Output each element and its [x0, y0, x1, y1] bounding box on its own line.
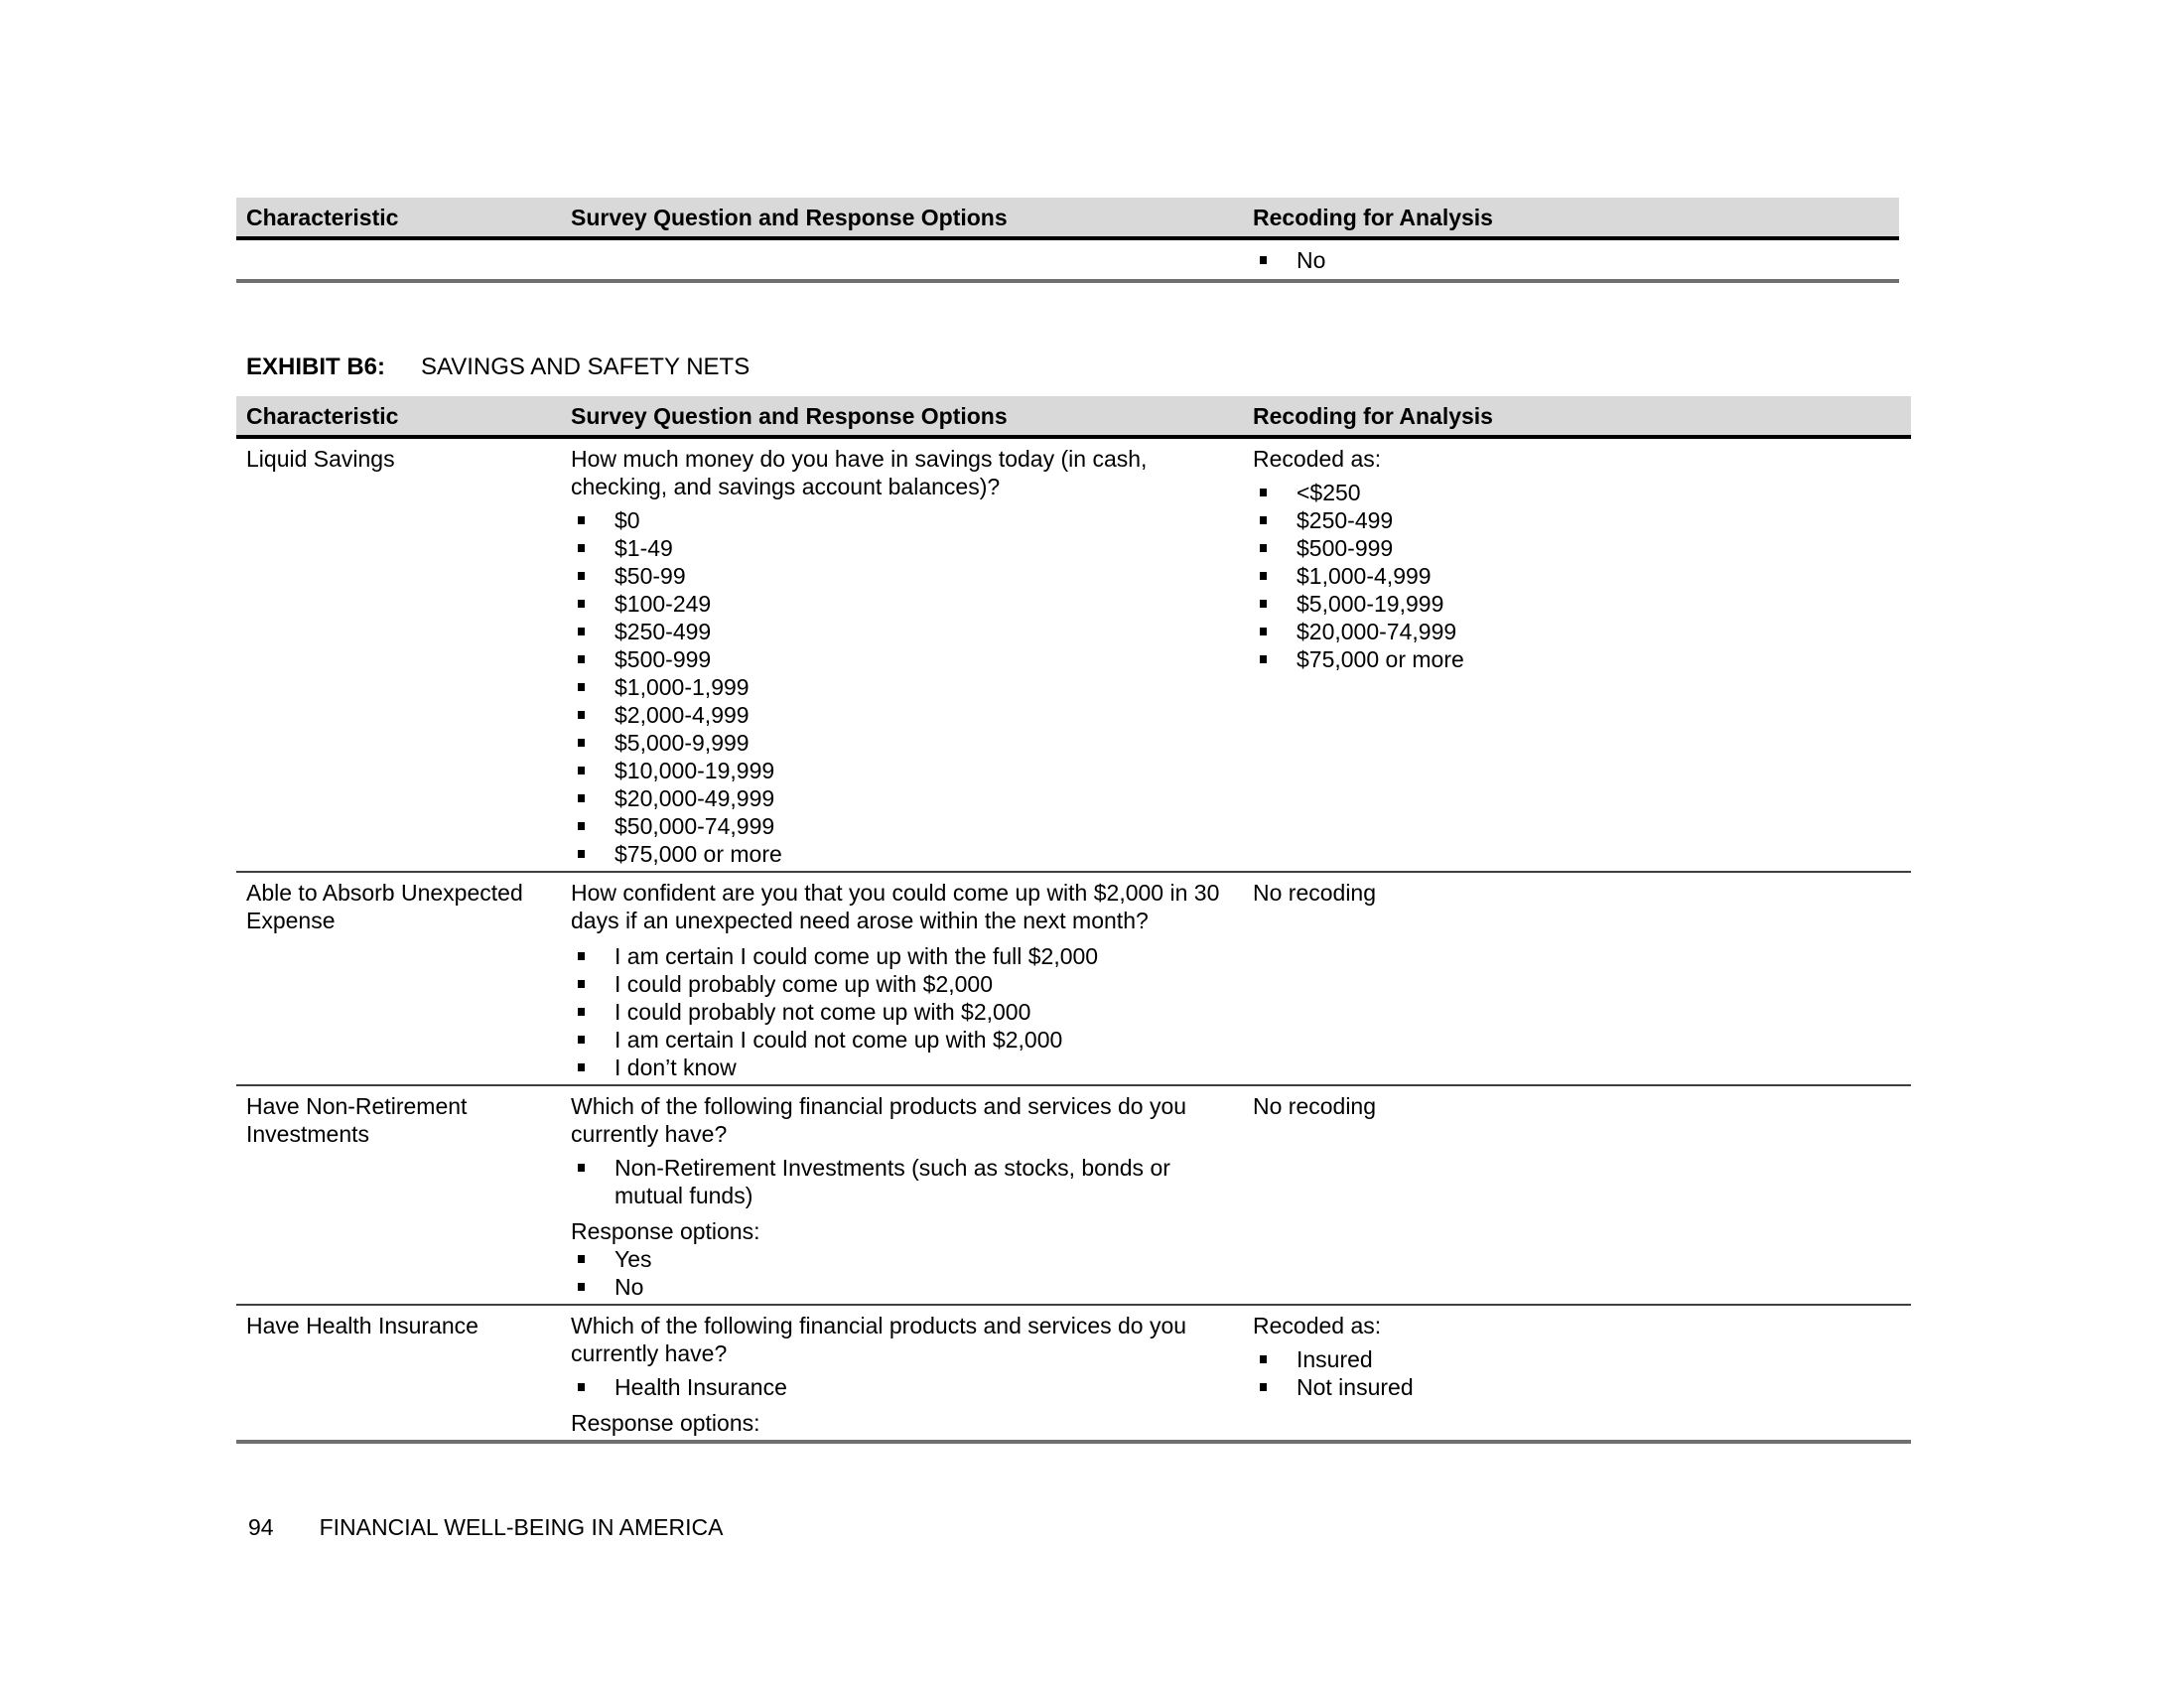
recoding-cell — [1243, 1085, 1911, 1305]
option-item — [571, 701, 1233, 729]
page-number: 94 — [248, 1514, 274, 1540]
option-item — [571, 998, 1233, 1026]
bullet-icon — [578, 1164, 585, 1172]
table-row-absorb-expense — [236, 872, 1911, 1085]
option-label: $100-249 — [614, 591, 712, 617]
characteristic-cell: Have Non-Retirement Investments — [236, 1085, 561, 1305]
table-header-row — [236, 396, 1911, 437]
question-cell — [561, 238, 1243, 281]
option-label: Non-Retirement Investments (such as stocks, bonds or mutual funds) — [614, 1155, 1170, 1208]
option-label: No — [1297, 247, 1326, 273]
bullet-icon — [578, 1255, 585, 1263]
bullet-icon — [1260, 256, 1267, 264]
option-list — [571, 942, 1233, 1081]
option-item — [571, 534, 1233, 562]
option-label: I don’t know — [614, 1055, 737, 1080]
option-label: I am certain I could not come up with $2,000 — [614, 1027, 1063, 1053]
option-list — [571, 1373, 1233, 1401]
option-item — [1253, 618, 1901, 645]
question-cell — [561, 1305, 1243, 1442]
option-item — [571, 812, 1233, 840]
option-label: $1-49 — [614, 535, 673, 561]
bullet-icon — [578, 628, 585, 635]
recoding-list — [1253, 479, 1901, 673]
option-item — [571, 1245, 1233, 1273]
bullet-icon — [578, 1283, 585, 1291]
response-option-list — [571, 1245, 1233, 1301]
bullet-icon — [578, 1008, 585, 1016]
bullet-icon — [578, 572, 585, 580]
option-label: Not insured — [1297, 1374, 1414, 1400]
bullet-icon — [578, 683, 585, 691]
recoding-list — [1253, 1345, 1901, 1401]
option-item — [571, 618, 1233, 645]
option-item — [1253, 590, 1901, 618]
option-label: $500-999 — [614, 646, 712, 672]
option-label: $0 — [614, 507, 640, 533]
column-header-survey-question: Survey Question and Response Options — [561, 396, 1243, 437]
column-header-survey-question: Survey Question and Response Options — [561, 198, 1243, 238]
option-item — [571, 970, 1233, 998]
response-options-label: Response options: — [571, 1410, 760, 1436]
survey-question: Which of the following financial products and services do you currently have? — [571, 1093, 1187, 1147]
option-item — [1253, 534, 1901, 562]
question-cell — [561, 1085, 1243, 1305]
option-label: $2,000-4,999 — [614, 702, 750, 728]
option-item — [571, 1054, 1233, 1081]
option-label: $5,000-19,999 — [1297, 591, 1444, 617]
option-item — [1253, 506, 1901, 534]
option-item — [571, 942, 1233, 970]
option-item — [1253, 1373, 1901, 1401]
bullet-icon — [578, 1383, 585, 1391]
option-list — [571, 506, 1233, 868]
column-header-recoding: Recoding for Analysis — [1243, 396, 1911, 437]
bullet-icon — [578, 794, 585, 802]
bullet-icon — [578, 655, 585, 663]
exhibit-b6-table — [236, 396, 1911, 1444]
bullet-icon — [1260, 544, 1267, 552]
bullet-icon — [578, 1036, 585, 1044]
table-row-health-insurance — [236, 1305, 1911, 1442]
option-item — [571, 562, 1233, 590]
option-label: Yes — [614, 1246, 652, 1272]
option-item — [571, 1373, 1233, 1401]
option-list — [571, 1154, 1233, 1209]
option-item — [571, 729, 1233, 757]
bullet-icon — [578, 544, 585, 552]
survey-question: Which of the following financial products and services do you currently have? — [571, 1313, 1187, 1366]
option-item — [571, 840, 1233, 868]
bullet-icon — [578, 822, 585, 830]
top-table-header-row — [236, 198, 1899, 238]
option-item — [1253, 1345, 1901, 1373]
bullet-icon — [1260, 1383, 1267, 1391]
option-label: No — [614, 1274, 644, 1300]
table-row — [236, 238, 1899, 281]
option-label: Insured — [1297, 1346, 1373, 1372]
column-header-characteristic: Characteristic — [236, 198, 561, 238]
bullet-icon — [1260, 600, 1267, 608]
option-label: $250-499 — [1297, 507, 1394, 533]
question-cell — [561, 437, 1243, 872]
option-label: $50,000-74,999 — [614, 813, 775, 839]
option-label: I am certain I could come up with the full $2,000 — [614, 943, 1099, 969]
option-label: I could probably come up with $2,000 — [614, 971, 994, 997]
table-row-nonretirement-investments — [236, 1085, 1911, 1305]
survey-question: How much money do you have in savings today (in cash, checking, and savings account balances)? — [571, 446, 1148, 499]
option-item — [571, 590, 1233, 618]
option-label: Health Insurance — [614, 1374, 787, 1400]
option-label: $5,000-9,999 — [614, 730, 750, 756]
response-options-label: Response options: — [571, 1218, 760, 1244]
recoding-cell — [1243, 437, 1911, 872]
recoding-note: No recoding — [1253, 1093, 1377, 1119]
option-item — [1253, 562, 1901, 590]
option-label: $75,000 or more — [1297, 646, 1464, 672]
bullet-icon — [1260, 1355, 1267, 1363]
page-footer — [248, 1513, 723, 1541]
option-item — [571, 506, 1233, 534]
column-header-recoding: Recoding for Analysis — [1243, 198, 1899, 238]
bullet-icon — [1260, 628, 1267, 635]
bullet-icon — [578, 1063, 585, 1071]
recoding-cell — [1243, 1305, 1911, 1442]
top-table-fragment — [236, 198, 1899, 283]
option-item — [571, 757, 1233, 784]
bullet-icon — [1260, 655, 1267, 663]
bullet-icon — [578, 952, 585, 960]
option-label: $1,000-1,999 — [614, 674, 750, 700]
bullet-icon — [578, 600, 585, 608]
recoding-cell — [1243, 238, 1899, 281]
bullet-icon — [578, 850, 585, 858]
characteristic-cell — [236, 238, 561, 281]
option-item — [571, 1273, 1233, 1301]
option-label: $1,000-4,999 — [1297, 563, 1432, 589]
option-item — [571, 645, 1233, 673]
recoding-label: Recoded as: — [1253, 446, 1382, 472]
option-item — [571, 784, 1233, 812]
option-label: <$250 — [1297, 480, 1361, 505]
bullet-icon — [578, 711, 585, 719]
option-item — [1253, 246, 1889, 274]
option-label: $75,000 or more — [614, 841, 782, 867]
option-item — [1253, 645, 1901, 673]
characteristic-cell: Liquid Savings — [246, 446, 395, 472]
characteristic-cell: Have Health Insurance — [236, 1305, 561, 1442]
column-header-characteristic: Characteristic — [236, 396, 561, 437]
bullet-icon — [578, 767, 585, 774]
bullet-icon — [1260, 572, 1267, 580]
exhibit-label: EXHIBIT B6: — [246, 353, 386, 380]
bullet-icon — [578, 516, 585, 524]
exhibit-heading — [246, 352, 750, 382]
option-label: $250-499 — [614, 619, 712, 644]
recoding-note: No recoding — [1253, 880, 1377, 906]
option-label: I could probably not come up with $2,000 — [614, 999, 1031, 1025]
option-item — [1253, 479, 1901, 506]
bullet-icon — [1260, 489, 1267, 496]
recoding-cell — [1243, 872, 1911, 1085]
question-cell — [561, 872, 1243, 1085]
bullet-icon — [578, 980, 585, 988]
option-item — [571, 1154, 1233, 1209]
footer-title: FINANCIAL WELL-BEING IN AMERICA — [319, 1514, 724, 1540]
characteristic-cell: Able to Absorb Unexpected Expense — [236, 872, 561, 1085]
option-label: $10,000-19,999 — [614, 758, 775, 783]
option-label: $500-999 — [1297, 535, 1394, 561]
bullet-icon — [1260, 516, 1267, 524]
exhibit-title: SAVINGS AND SAFETY NETS — [421, 353, 751, 380]
recoding-label: Recoded as: — [1253, 1313, 1382, 1338]
option-label: $20,000-49,999 — [614, 785, 775, 811]
bullet-icon — [578, 739, 585, 747]
option-item — [571, 673, 1233, 701]
option-item — [571, 1026, 1233, 1054]
option-label: $20,000-74,999 — [1297, 619, 1457, 644]
option-label: $50-99 — [614, 563, 686, 589]
survey-question: How confident are you that you could come up with $2,000 in 30 days if an unexpected need arose within the next month? — [571, 880, 1220, 933]
table-row-liquid-savings — [236, 437, 1911, 872]
